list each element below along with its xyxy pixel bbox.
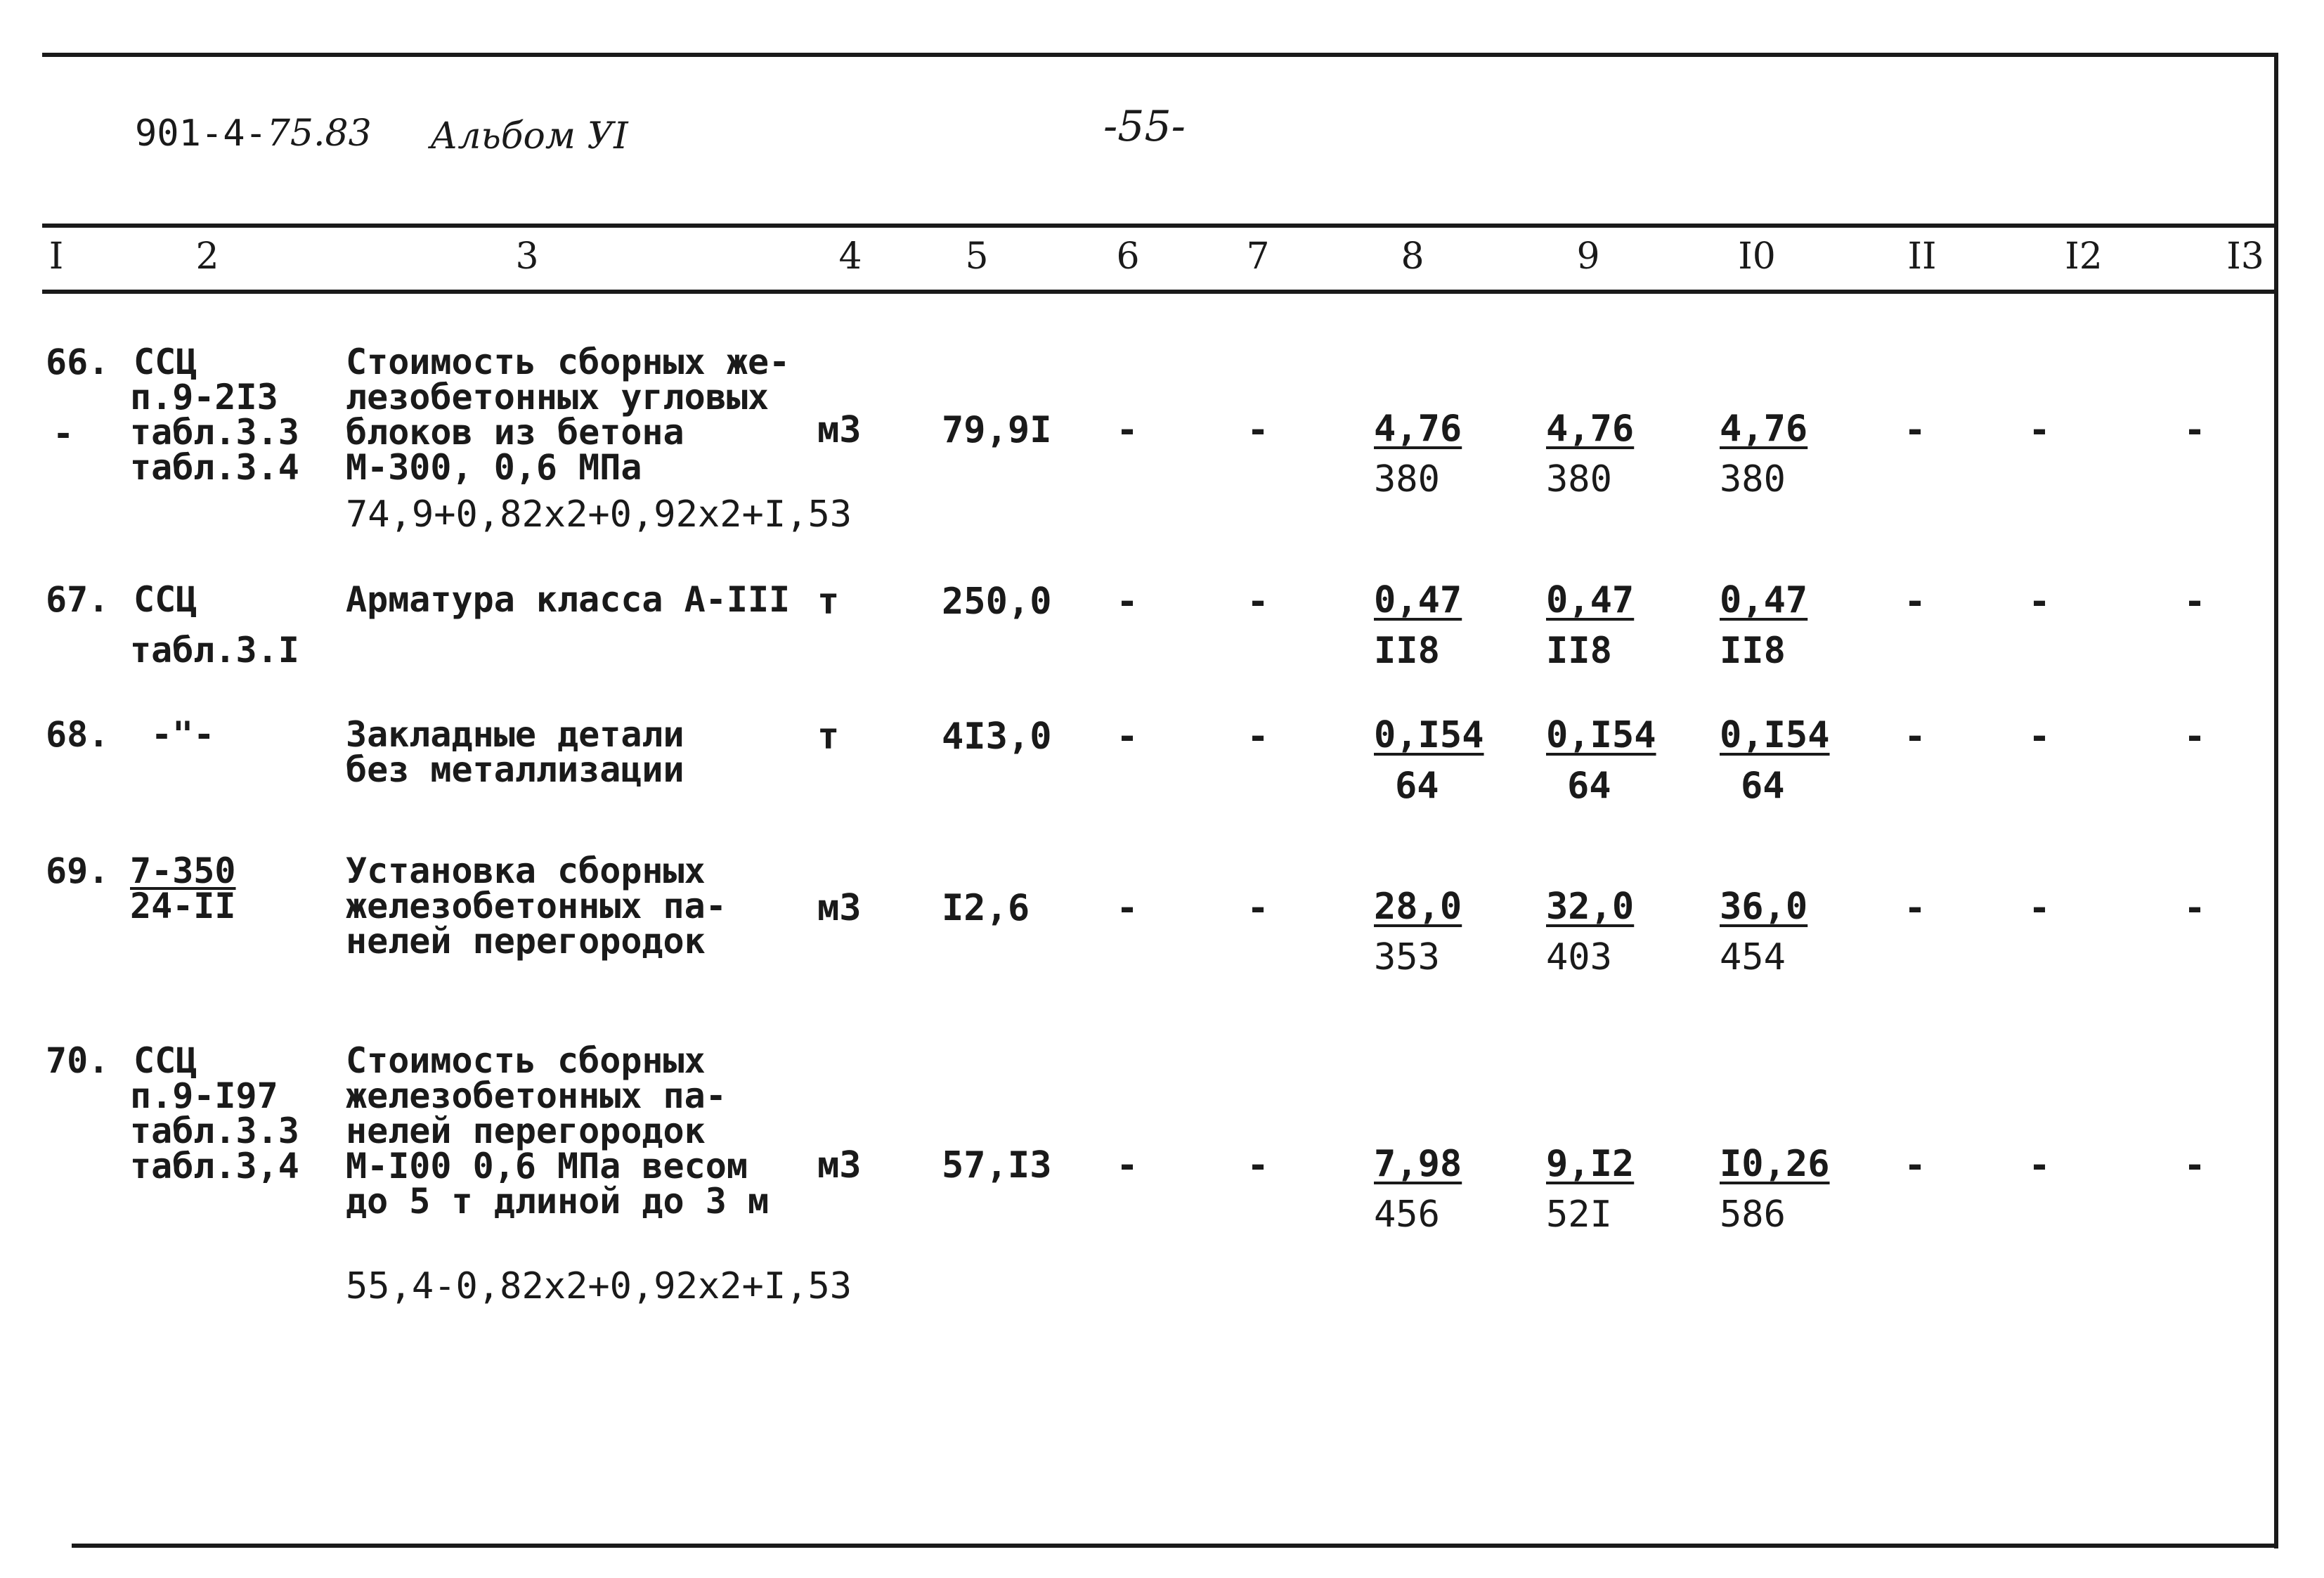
column-header-bottom-rule — [42, 290, 2277, 294]
doc-code — [135, 112, 372, 155]
bottom-border — [72, 1544, 2278, 1548]
album-label: Альбом УI — [430, 115, 628, 157]
fraction-numerator: 7,98 — [1374, 1143, 1462, 1185]
unit: м3 — [817, 887, 862, 929]
fraction-numerator: 9,I2 — [1546, 1143, 1635, 1185]
col-header-7: 7 — [1246, 235, 1270, 278]
unit-price: I2,6 — [942, 887, 1030, 929]
fraction-numerator: 0,I54 — [1374, 714, 1484, 756]
col-header-1: I — [48, 235, 64, 278]
description-line: блоков из бетона — [346, 412, 684, 453]
col-header-3: 3 — [515, 235, 539, 278]
col11-value: - — [1904, 1144, 1926, 1186]
col12-value: - — [2028, 581, 2051, 623]
formula: 55,4-0,82х2+0,92х2+I,53 — [346, 1265, 852, 1307]
col-header-2: 2 — [195, 235, 219, 278]
fraction-denominator: 64 — [1741, 765, 1785, 807]
col10-fraction — [1720, 884, 1853, 980]
fraction-denominator: 403 — [1546, 936, 1612, 978]
fraction-denominator: 454 — [1720, 936, 1786, 978]
unit-price: 79,9I — [942, 409, 1052, 451]
row-number: 70. — [46, 1040, 110, 1081]
col13-value: - — [2183, 716, 2206, 758]
unit: м3 — [817, 1144, 862, 1186]
col-header-10: I0 — [1738, 235, 1776, 278]
col9-fraction — [1546, 578, 1680, 673]
col-header-13: I3 — [2226, 235, 2264, 278]
reference-line: ССЦ — [134, 1040, 197, 1081]
col8-fraction — [1374, 406, 1507, 502]
fraction-denominator: 64 — [1395, 765, 1439, 807]
row-number: 69. — [46, 851, 110, 891]
doc-code-handwritten: 75.83 — [266, 112, 372, 155]
reference-line: табл.3,4 — [130, 1146, 299, 1186]
col13-value: - — [2183, 581, 2206, 623]
col6-value: - — [1116, 1144, 1138, 1186]
description-line: Установка сборных — [346, 851, 706, 891]
description-line: Стоимость сборных — [346, 1040, 706, 1081]
fraction-denominator: 586 — [1720, 1194, 1786, 1236]
fraction-numerator: 28,0 — [1374, 886, 1462, 928]
col13-value: - — [2183, 1144, 2206, 1186]
col12-value: - — [2028, 1144, 2051, 1186]
col12-value: - — [2028, 887, 2051, 929]
col13-value: - — [2183, 409, 2206, 451]
col9-fraction — [1546, 713, 1680, 808]
fraction-numerator: 0,47 — [1374, 579, 1462, 621]
column-header-top-rule — [42, 224, 2277, 228]
reference-line: табл.3.I — [130, 630, 299, 671]
fraction-denominator: 52I — [1546, 1194, 1612, 1236]
description-line: железобетонных па- — [346, 886, 727, 926]
fraction-denominator: 380 — [1374, 458, 1440, 500]
col10-fraction — [1720, 406, 1853, 502]
unit: м3 — [817, 409, 862, 451]
col8-fraction — [1374, 578, 1507, 673]
description-line: железобетонных па- — [346, 1075, 727, 1116]
col12-value: - — [2028, 409, 2051, 451]
unit: т — [817, 716, 840, 758]
fraction-numerator: 0,I54 — [1720, 714, 1830, 756]
description-line: нелей перегородок — [346, 1111, 706, 1151]
col10-fraction — [1720, 713, 1853, 808]
formula: 74,9+0,82х2+0,92х2+I,53 — [346, 493, 852, 536]
col9-fraction — [1546, 1142, 1680, 1237]
col11-value: - — [1904, 887, 1926, 929]
col-header-8: 8 — [1401, 235, 1424, 278]
col13-value: - — [2183, 887, 2206, 929]
description-line: до 5 т длиной до 3 м — [346, 1181, 770, 1222]
col-header-5: 5 — [965, 235, 989, 278]
description-line: Арматура класса А-III — [346, 579, 791, 620]
reference-line: ССЦ — [134, 579, 197, 620]
col-header-4: 4 — [838, 235, 862, 278]
col-header-9: 9 — [1576, 235, 1600, 278]
col6-value: - — [1116, 887, 1138, 929]
row-number: 66. — [46, 342, 110, 382]
fraction-denominator: II8 — [1374, 630, 1440, 672]
fraction-numerator: 0,47 — [1546, 579, 1635, 621]
col7-value: - — [1247, 581, 1269, 623]
col11-value: - — [1904, 581, 1926, 623]
row-number: 68. — [46, 714, 110, 755]
col-header-12: I2 — [2065, 235, 2103, 278]
fraction-denominator: 380 — [1720, 458, 1786, 500]
col9-fraction — [1546, 406, 1680, 502]
description-line: нелей перегородок — [346, 921, 706, 962]
col8-fraction — [1374, 1142, 1507, 1237]
col10-fraction — [1720, 578, 1853, 673]
row-number: 67. — [46, 579, 110, 620]
fraction-denominator: II8 — [1720, 630, 1786, 672]
row-number-continued: - — [53, 413, 74, 454]
reference-line: -"- — [151, 714, 215, 755]
reference-line: табл.3.3 — [130, 1111, 299, 1151]
unit-price: 4I3,0 — [942, 716, 1052, 758]
fraction-denominator: 353 — [1374, 936, 1440, 978]
col12-value: - — [2028, 716, 2051, 758]
fraction-numerator: I0,26 — [1720, 1143, 1830, 1185]
col10-fraction — [1720, 1142, 1853, 1237]
fraction-denominator: 380 — [1546, 458, 1612, 500]
fraction-denominator: 64 — [1567, 765, 1611, 807]
col-header-11: II — [1907, 235, 1937, 278]
col7-value: - — [1247, 716, 1269, 758]
unit: т — [817, 581, 840, 623]
top-border — [42, 53, 2277, 57]
reference-line: ССЦ — [134, 342, 197, 382]
col11-value: - — [1904, 409, 1926, 451]
reference-numerator: 7-350 — [130, 851, 236, 891]
unit-price: 250,0 — [942, 581, 1052, 623]
col9-fraction — [1546, 884, 1680, 980]
col7-value: - — [1247, 409, 1269, 451]
description-line: Закладные детали — [346, 714, 684, 755]
reference-line: табл.3.4 — [130, 447, 299, 488]
fraction-numerator: 4,76 — [1720, 408, 1808, 450]
col7-value: - — [1247, 1144, 1269, 1186]
unit-price: 57,I3 — [942, 1144, 1052, 1186]
fraction-numerator: 32,0 — [1546, 886, 1635, 928]
fraction-numerator: 0,47 — [1720, 579, 1808, 621]
doc-code-print: 901-4- — [135, 112, 267, 155]
col6-value: - — [1116, 716, 1138, 758]
description-line: М-300, 0,6 МПа — [346, 447, 642, 488]
reference-line: п.9-2I3 — [130, 377, 278, 418]
reference-line: табл.3.3 — [130, 412, 299, 453]
col6-value: - — [1116, 581, 1138, 623]
reference-line: п.9-I97 — [130, 1075, 278, 1116]
col11-value: - — [1904, 716, 1926, 758]
description-line: лезобетонных угловых — [346, 377, 770, 418]
col6-value: - — [1116, 409, 1138, 451]
fraction-denominator: II8 — [1546, 630, 1612, 672]
description-line: М-I00 0,6 МПа весом — [346, 1146, 748, 1186]
description-line: без металлизации — [346, 749, 684, 790]
description-line: Стоимость сборных же- — [346, 342, 791, 382]
fraction-numerator: 0,I54 — [1546, 714, 1656, 756]
fraction-numerator: 4,76 — [1374, 408, 1462, 450]
col8-fraction — [1374, 884, 1507, 980]
fraction-numerator: 36,0 — [1720, 886, 1808, 928]
reference-denominator: 24-II — [130, 886, 236, 926]
fraction-denominator: 456 — [1374, 1194, 1440, 1236]
col-header-6: 6 — [1116, 235, 1140, 278]
fraction-numerator: 4,76 — [1546, 408, 1635, 450]
col8-fraction — [1374, 713, 1507, 808]
page-number: -55- — [1103, 102, 1186, 151]
col7-value: - — [1247, 887, 1269, 929]
